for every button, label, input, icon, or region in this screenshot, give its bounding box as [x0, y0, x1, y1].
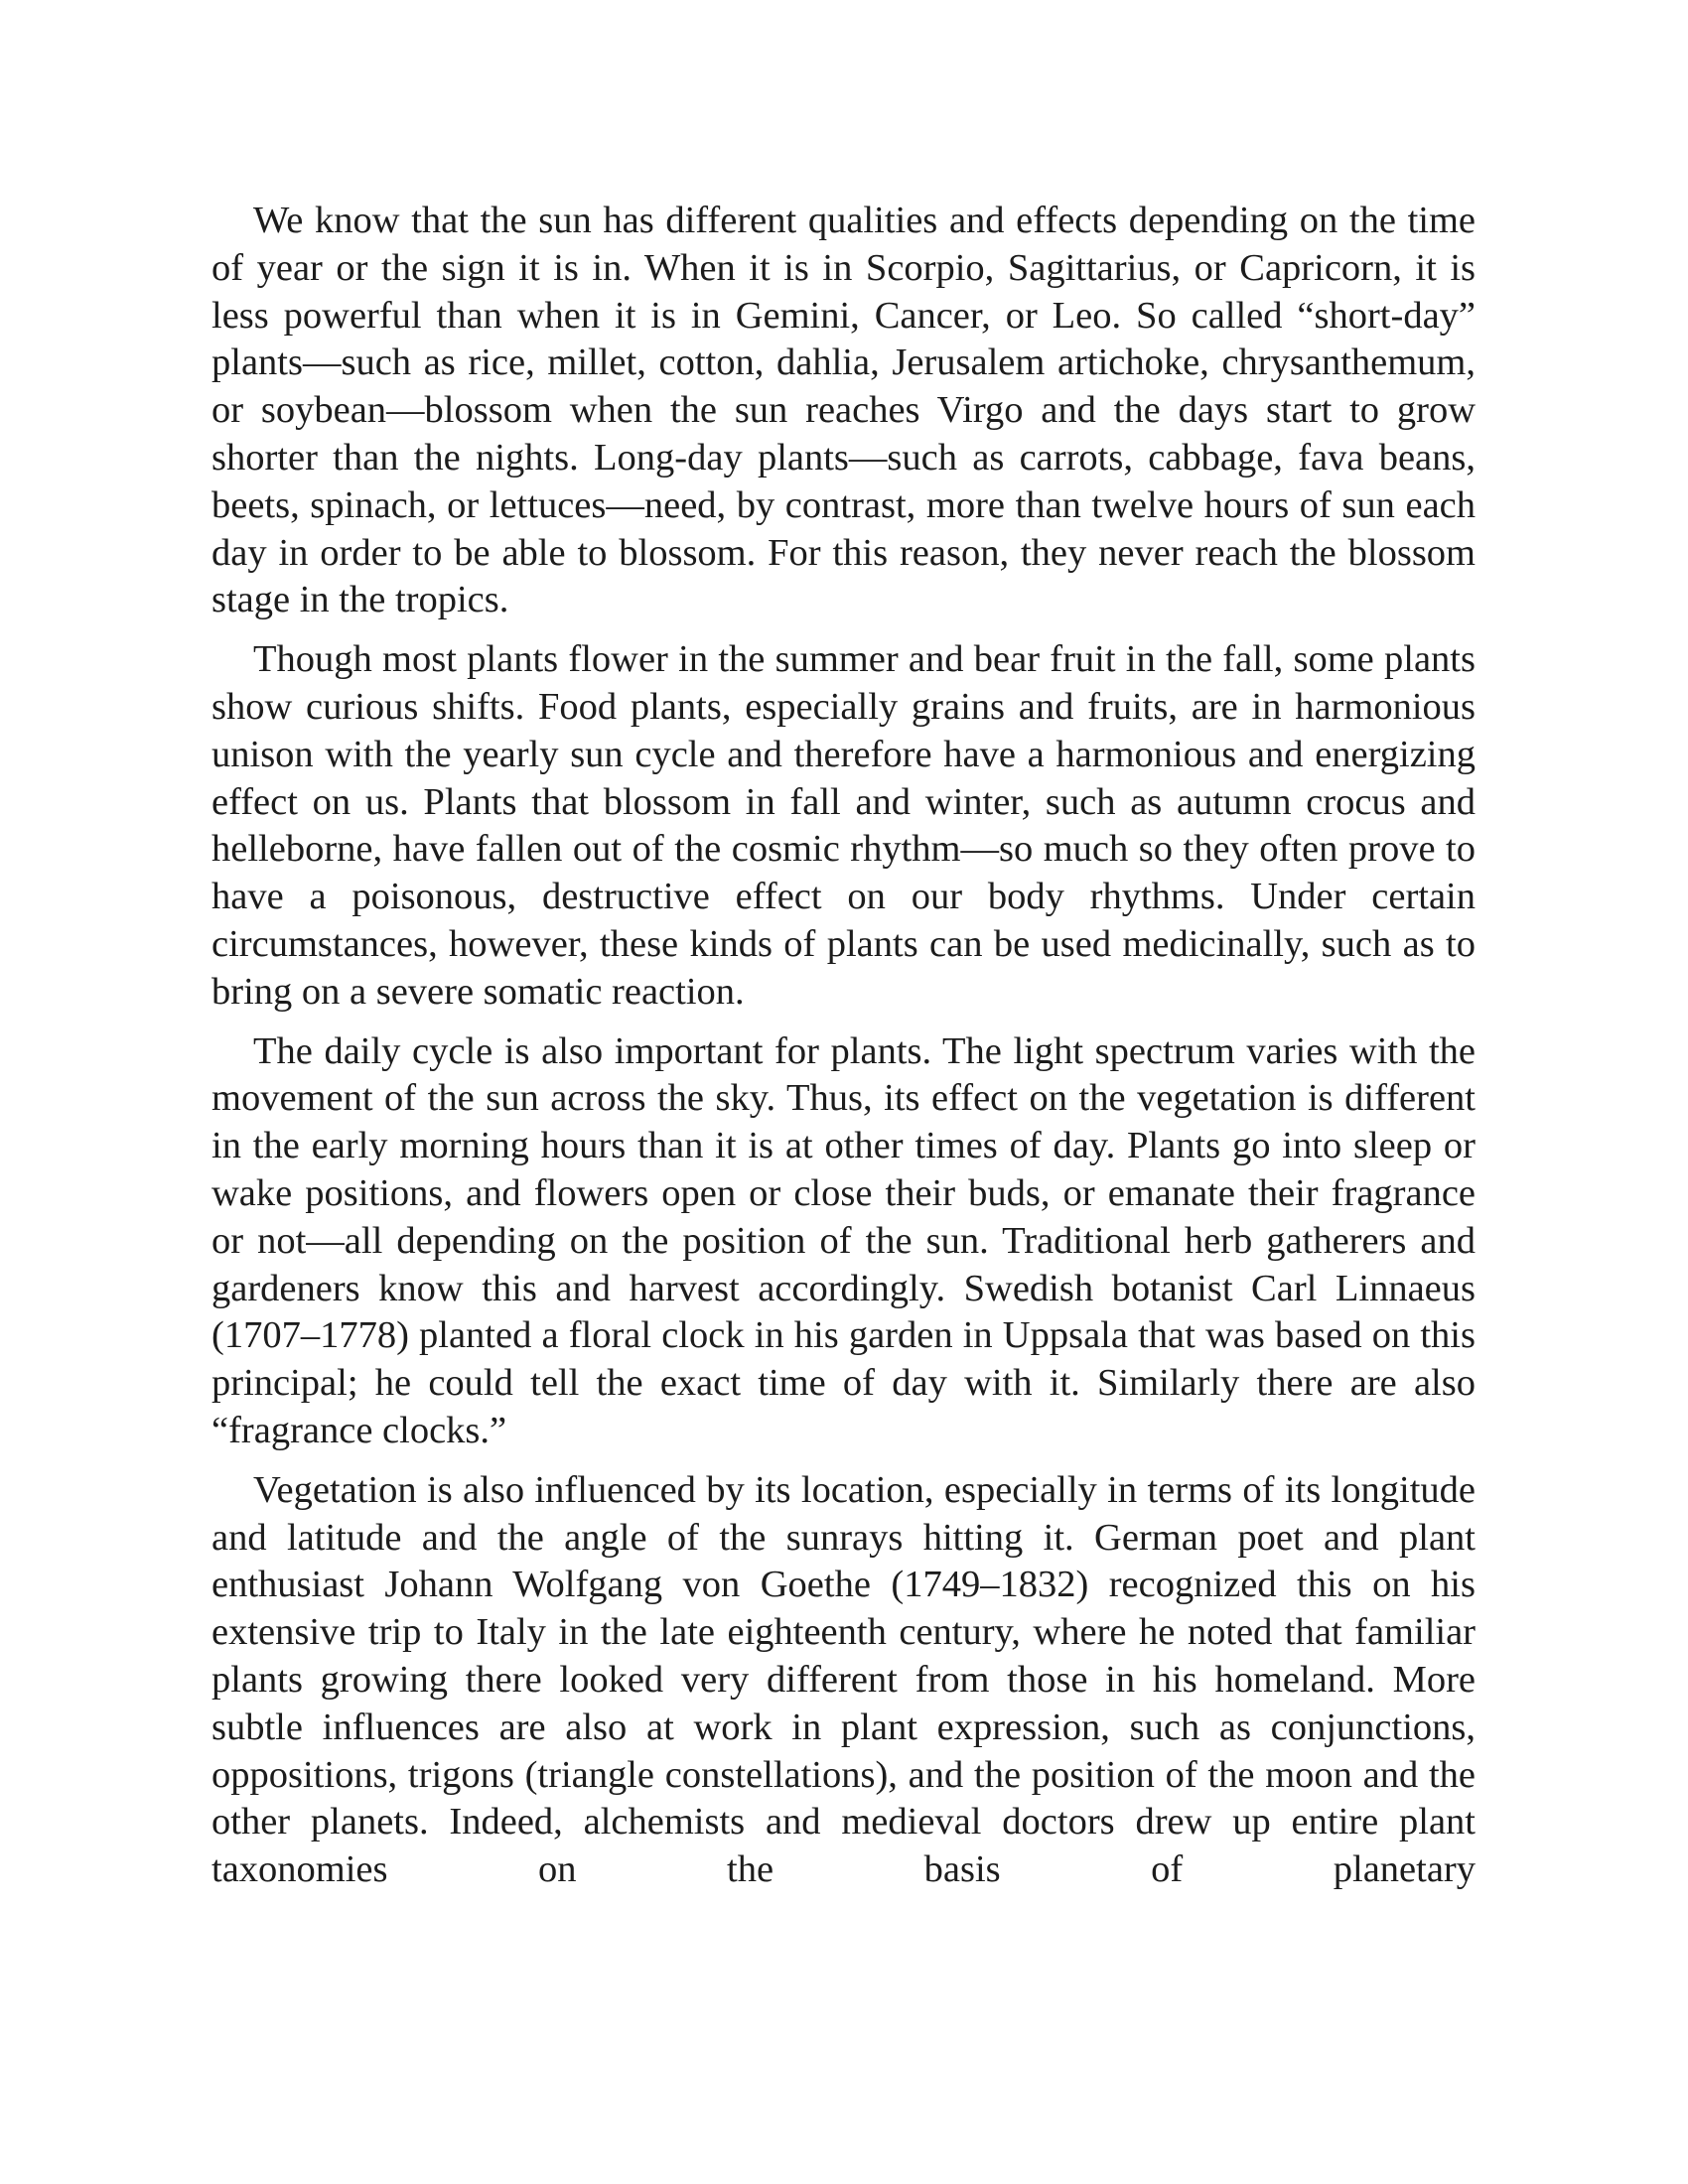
body-text: [211, 198, 1476, 1906]
paragraph-daily-cycle: The daily cycle is also important for plants. The light spectrum varies with the movement of the sun across the sky. Thus, its effect on the vegetation is different in the early morning hours than it is at other times of day. Plants go into sleep or wake positions, and flowers open or close their buds, or emanate their fragrance or not—all depending on the position of the sun. Traditional herb gatherers and gardeners know this and harvest accordingly. Swedish botanist Carl Linnaeus (1707–1778) planted a floral clock in his garden in Uppsala that was based on this principal; he could tell the exact time of day with it. Similarly there are also “fragrance clocks.”: [211, 1029, 1476, 1451]
paragraph-location-influence: Vegetation is also influenced by its location, especially in terms of its longitude and latitude and the angle of the sunrays hitting it. German poet and plant enthusiast Johann Wolfgang von Goethe (1749–1832) recognized this on his extensive trip to Italy in the late eighteenth century, where he noted that familiar plants growing there looked very different from those in his homeland. More subtle influences are also at work in plant expression, such as conjunctions, oppositions, trigons (triangle constellations), and the position of the moon and the other planets. Indeed, alchemists and medieval doctors drew up entire plant taxonomies on the basis of planetary: [211, 1468, 1476, 1891]
paragraph-sun-qualities: We know that the sun has different qualities and effects depending on the time of year or the sign it is in. When it is in Scorpio, Sagittarius, or Capricorn, it is less powerful than when it is in Gemini, Cancer, or Leo. So called “short-day” plants—such as rice, millet, cotton, dahlia, Jerusalem artichoke, chrysanthemum, or soybean—blossom when the sun reaches Virgo and the days start to grow shorter than the nights. Long-day plants—such as carrots, cabbage, fava beans, beets, spinach, or lettuces—need, by contrast, more than twelve hours of sun each day in order to be able to blossom. For this reason, they never reach the blossom stage in the tropics.: [211, 200, 1476, 621]
paragraph-plant-shifts: Though most plants flower in the summer and bear fruit in the fall, some plants show curious shifts. Food plants, especially grains and fruits, are in harmonious unison with the yearly sun cycle and therefore have a harmonious and energizing effect on us. Plants that blossom in fall and winter, such as autumn crocus and helleborne, have fallen out of the cosmic rhythm—so much so they often prove to have a poisonous, destructive effect on our body rhythms. Under certain circumstances, however, these kinds of plants can be used medicinally, such as to bring on a severe somatic reaction.: [211, 638, 1476, 1013]
